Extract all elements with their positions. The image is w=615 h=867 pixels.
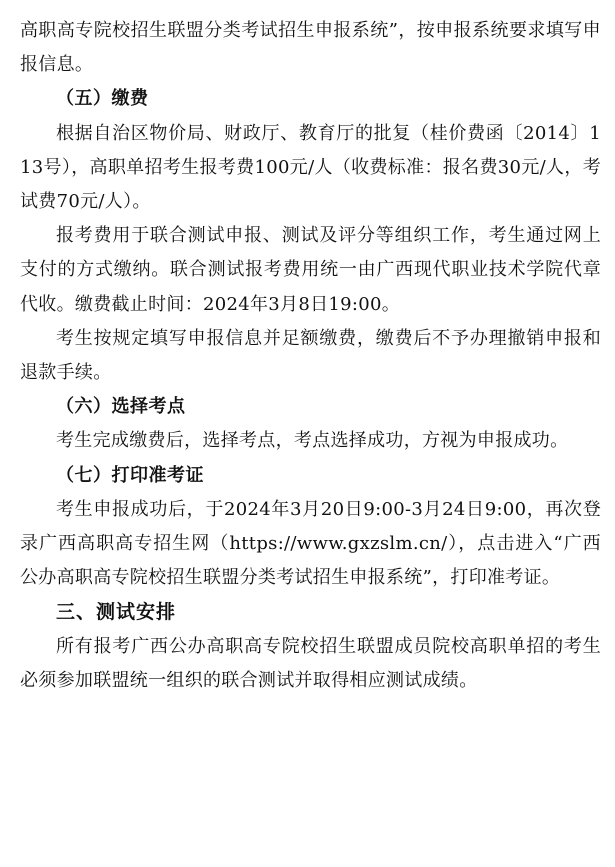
paragraph-apply-system-continued: 高职高专院校招生联盟分类考试招生申报系统”，按申报系统要求填写申报信息。 bbox=[20, 20, 601, 76]
paragraph-choose-test-site: 考生完成缴费后，选择考点，考点选择成功，方视为申报成功。 bbox=[56, 430, 569, 452]
heading-choose-test-site: （六）选择考点 bbox=[56, 396, 186, 418]
heading-print-admission-ticket: （七）打印准考证 bbox=[56, 464, 204, 486]
paragraph-fee-standard: 根据自治区物价局、财政厅、教育厅的批复（桂价费函〔2014〕113号），高职单招考生报考费100元/人（收费标准：报名费30元/人，考试费70元/人）。 bbox=[20, 122, 601, 213]
paragraph-fee-usage: 报考费用于联合测试申报、测试及评分等组织工作，考生通过网上支付的方式缴纳。联合测试报考费用统一由广西现代职业技术学院代章代收。缴费截止时间：2024年3月8日19:00。 bbox=[20, 225, 601, 315]
paragraph-joint-test-requirement: 所有报考广西公办高职高专院校招生联盟成员院校高职单招的考生必须参加联盟统一组织的联合测试并取得相应测试成绩。 bbox=[20, 635, 601, 691]
section-heading-test-arrangement: 三、测试安排 bbox=[56, 601, 177, 624]
paragraph-no-refund: 考生按规定填写申报信息并足额缴费，缴费后不予办理撤销申报和退款手续。 bbox=[20, 327, 601, 384]
paragraph-print-admission-ticket: 考生申报成功后，于2024年3月20日9:00-3月24日9:00，再次登录广西高职高专招生网（https://www.gxzslm.cn/），点击进入“广西公办高职高专院校招生联盟分类考试招生申报系统”，打印准考证。 bbox=[20, 498, 601, 589]
heading-payment: （五）缴费 bbox=[56, 88, 149, 110]
